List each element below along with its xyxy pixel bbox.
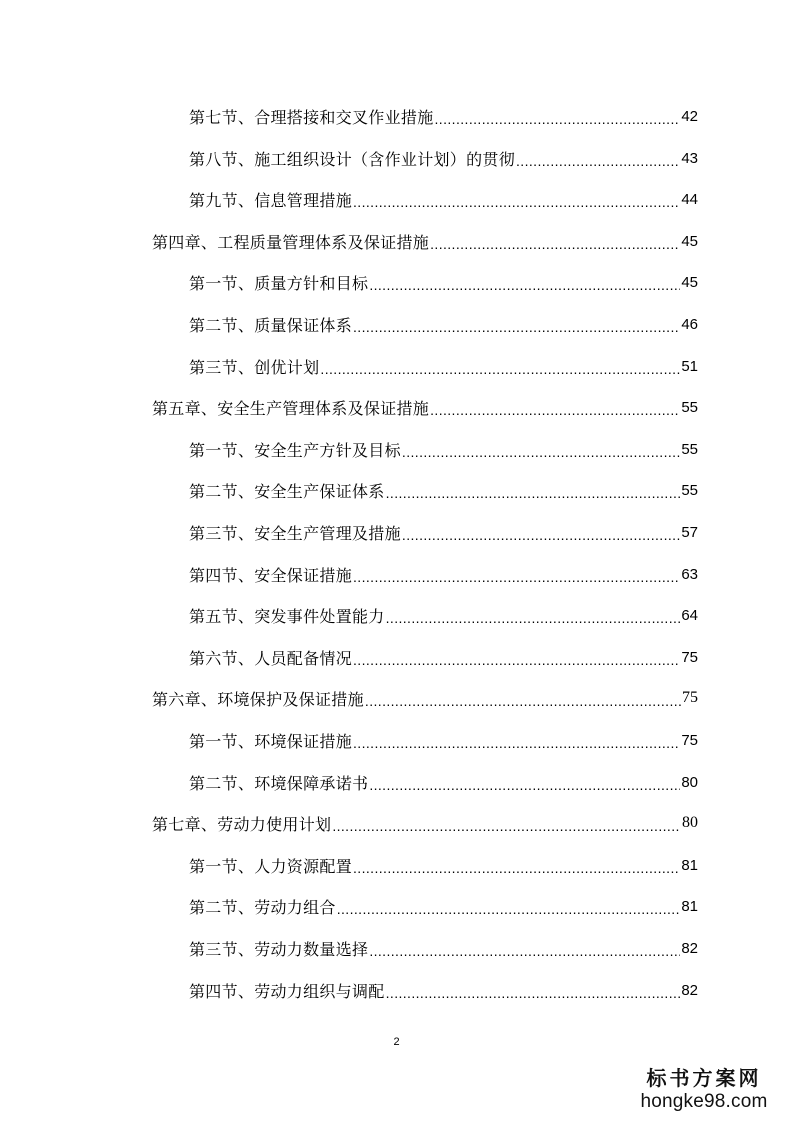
toc-entry-title: 第七章、劳动力使用计划 bbox=[152, 814, 332, 834]
toc-entry-title: 第四章、工程质量管理体系及保证措施 bbox=[152, 232, 430, 252]
toc-entry-title: 第八节、施工组织设计（含作业计划）的贯彻 bbox=[189, 149, 516, 169]
toc-entry[interactable] bbox=[189, 470, 698, 510]
toc-entry-title: 第七节、合理搭接和交叉作业措施 bbox=[189, 107, 434, 127]
toc-entry-page: 45 bbox=[681, 232, 698, 250]
toc-entry-page: 45 bbox=[681, 273, 698, 291]
toc-entry-page: 80 bbox=[681, 773, 698, 791]
toc-entry-page: 75 bbox=[681, 731, 698, 749]
toc-entry[interactable] bbox=[189, 346, 698, 386]
toc-entry[interactable] bbox=[189, 304, 698, 344]
toc-entry-page: 55 bbox=[681, 481, 698, 499]
toc-entry-title: 第二节、劳动力组合 bbox=[189, 897, 336, 917]
toc-dot-leader bbox=[332, 813, 681, 833]
toc-entry-page: 57 bbox=[681, 523, 698, 541]
toc-entry-title: 第一节、质量方针和目标 bbox=[189, 273, 369, 293]
toc-dot-leader bbox=[369, 772, 680, 792]
toc-entry[interactable] bbox=[189, 762, 698, 802]
toc-entry-page: 43 bbox=[681, 149, 698, 167]
toc-entry-title: 第五节、突发事件处置能力 bbox=[189, 606, 385, 626]
toc-entry-page: 63 bbox=[681, 565, 698, 583]
toc-entry[interactable] bbox=[189, 928, 698, 968]
toc-entry-page: 81 bbox=[681, 856, 698, 874]
toc-entry-title: 第一节、安全生产方针及目标 bbox=[189, 440, 401, 460]
toc-dot-leader bbox=[430, 231, 680, 251]
toc-entry-title: 第一节、人力资源配置 bbox=[189, 856, 353, 876]
toc-dot-leader bbox=[353, 730, 680, 750]
toc-chapter-entry[interactable] bbox=[152, 678, 698, 718]
toc-entry[interactable] bbox=[189, 720, 698, 760]
page-number: 2 bbox=[393, 1036, 400, 1048]
toc-dot-leader bbox=[402, 522, 680, 542]
toc-entry-page: 42 bbox=[681, 107, 698, 125]
toc-entry[interactable] bbox=[189, 595, 698, 635]
toc-dot-leader bbox=[386, 605, 681, 625]
toc-entry[interactable] bbox=[189, 512, 698, 552]
toc-entry-page: 51 bbox=[681, 357, 698, 375]
toc-chapter-entry[interactable] bbox=[152, 387, 698, 427]
toc-dot-leader bbox=[353, 647, 680, 667]
toc-entry-page: 81 bbox=[681, 897, 698, 915]
toc-dot-leader bbox=[516, 148, 680, 168]
toc-entry-page: 80 bbox=[682, 814, 698, 831]
toc-dot-leader bbox=[337, 896, 681, 916]
toc-entry-page: 75 bbox=[681, 648, 698, 666]
toc-entry[interactable] bbox=[189, 845, 698, 885]
toc-entry-title: 第一节、环境保证措施 bbox=[189, 731, 353, 751]
toc-chapter-entry[interactable] bbox=[152, 803, 698, 843]
toc-entry-title: 第四节、安全保证措施 bbox=[189, 565, 353, 585]
toc-dot-leader bbox=[369, 938, 680, 958]
toc-entry-title: 第九节、信息管理措施 bbox=[189, 190, 353, 210]
toc-entry-page: 55 bbox=[681, 440, 698, 458]
toc-entry-title: 第三节、创优计划 bbox=[189, 357, 320, 377]
toc-entry-title: 第三节、安全生产管理及措施 bbox=[189, 523, 401, 543]
toc-entry[interactable] bbox=[189, 96, 698, 136]
watermark-site-name: 标书方案网 bbox=[646, 1066, 762, 1090]
toc-dot-leader bbox=[386, 980, 681, 1000]
toc-dot-leader bbox=[369, 272, 680, 292]
toc-chapter-entry[interactable] bbox=[152, 221, 698, 261]
toc-entry[interactable] bbox=[189, 554, 698, 594]
toc-entry-title: 第二节、安全生产保证体系 bbox=[189, 481, 385, 501]
toc-entry-title: 第二节、质量保证体系 bbox=[189, 315, 353, 335]
toc-entry-page: 75 bbox=[682, 689, 698, 706]
toc-entry-page: 55 bbox=[681, 398, 698, 416]
toc-dot-leader bbox=[353, 189, 680, 209]
toc-entry-title: 第六章、环境保护及保证措施 bbox=[152, 689, 364, 709]
toc-dot-leader bbox=[365, 688, 681, 708]
toc-entry-title: 第四节、劳动力组织与调配 bbox=[189, 981, 385, 1001]
toc-dot-leader bbox=[320, 356, 680, 376]
toc-entry-page: 82 bbox=[681, 939, 698, 957]
toc-entry[interactable] bbox=[189, 429, 698, 469]
toc-dot-leader bbox=[435, 106, 681, 126]
toc-dot-leader bbox=[386, 480, 681, 500]
watermark-site-url: hongke98.com bbox=[640, 1091, 768, 1112]
toc-entry[interactable] bbox=[189, 262, 698, 302]
toc-dot-leader bbox=[353, 314, 680, 334]
toc-entry-page: 82 bbox=[681, 981, 698, 999]
toc-entry[interactable] bbox=[189, 970, 698, 1010]
toc-dot-leader bbox=[402, 439, 680, 459]
toc-entry[interactable] bbox=[189, 637, 698, 677]
site-watermark bbox=[629, 1066, 779, 1114]
toc-entry[interactable] bbox=[189, 886, 698, 926]
toc-dot-leader bbox=[430, 397, 680, 417]
toc-entry[interactable] bbox=[189, 138, 698, 178]
toc-entry-page: 46 bbox=[681, 315, 698, 333]
toc-entry-title: 第五章、安全生产管理体系及保证措施 bbox=[152, 398, 430, 418]
toc-entry-title: 第三节、劳动力数量选择 bbox=[189, 939, 369, 959]
toc-entry-page: 64 bbox=[681, 606, 698, 624]
toc-dot-leader bbox=[353, 564, 680, 584]
toc-entry-title: 第二节、环境保障承诺书 bbox=[189, 773, 369, 793]
toc-entry-title: 第六节、人员配备情况 bbox=[189, 648, 353, 668]
toc-entry-page: 44 bbox=[681, 190, 698, 208]
toc-entry[interactable] bbox=[189, 179, 698, 219]
toc-dot-leader bbox=[353, 855, 680, 875]
